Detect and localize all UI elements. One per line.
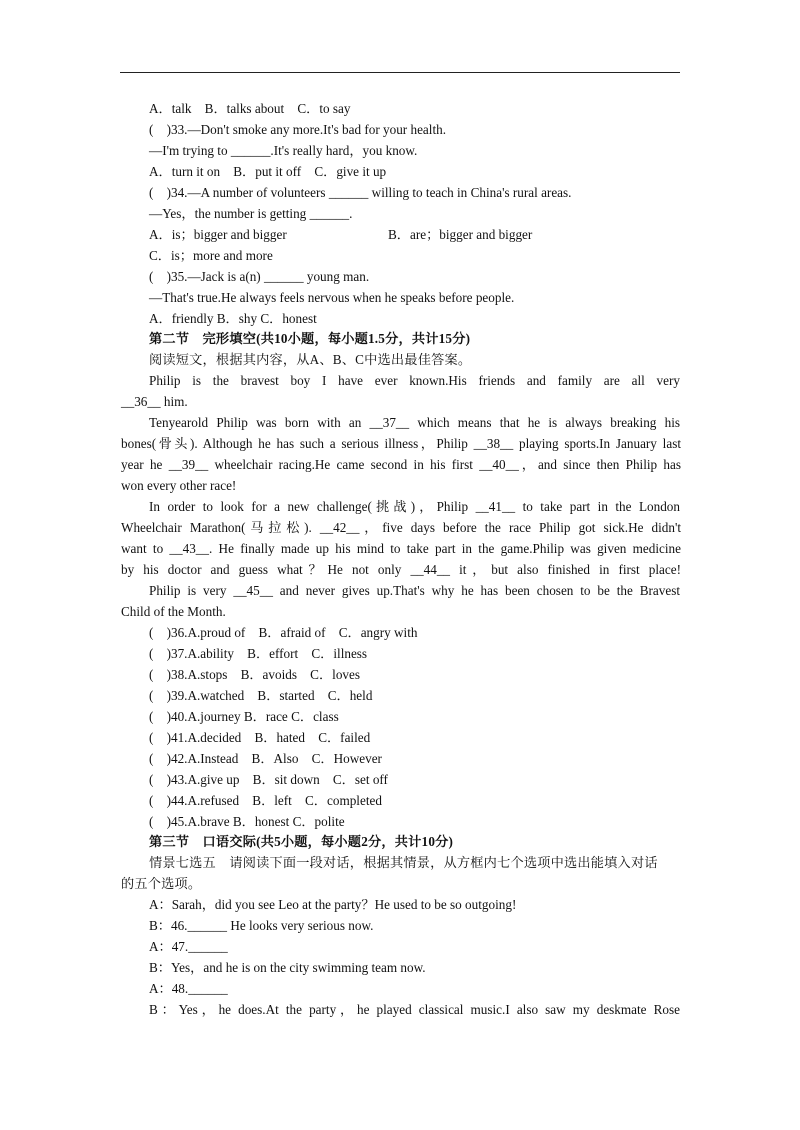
passage-line-3: Tenyearold Philip was born with an __37__ which means that he is always breaking his xyxy=(149,415,680,430)
question-35-reply: —That's true.He always feels nervous when he speaks before people. xyxy=(149,290,515,305)
passage-line-12: Child of the Month. xyxy=(121,604,226,619)
option-q34-a: A．is；bigger and bigger xyxy=(149,227,287,242)
passage-line-1: Philip is the bravest boy I have ever known.His friends and family are all very xyxy=(149,373,680,388)
cloze-question-41: ( )41.A.decided B．hated C．failed xyxy=(149,730,371,745)
cloze-question-44: ( )44.A.refused B．left C．completed xyxy=(149,793,382,808)
cloze-question-40: ( )40.A.journey B．race C．class xyxy=(149,709,339,724)
passage-line-2: __36__ him. xyxy=(121,394,188,409)
section-3-heading: 第三节 口语交际(共5小题，每小题2分，共计10分) xyxy=(149,834,454,849)
option-q34-b: B．are；bigger and bigger xyxy=(388,227,533,242)
cloze-question-38: ( )38.A.stops B．avoids C．loves xyxy=(149,667,360,682)
cloze-question-36: ( )36.A.proud of B．afraid of C．angry with xyxy=(149,625,418,640)
dialogue-line-6: B：Yes，he does.At the party，he played classical music.I also saw my deskmate Rose xyxy=(149,1002,680,1017)
question-34: ( )34.—A number of volunteers ______ willing to teach in China's rural areas. xyxy=(149,185,572,200)
passage-line-4: bones(骨头). Although he has such a serious illness，Philip __38__ playing sports.In January last xyxy=(121,436,681,451)
dialogue-line-1: A：Sarah，did you see Leo at the party？He used to be so outgoing! xyxy=(149,897,517,912)
passage-line-9: want to __43__. He finally made up his mind to take part in the game.Philip was given medicine xyxy=(121,541,681,556)
cloze-question-45: ( )45.A.brave B．honest C．polite xyxy=(149,814,345,829)
question-35: ( )35.—Jack is a(n) ______ young man. xyxy=(149,269,370,284)
cloze-question-39: ( )39.A.watched B．started C．held xyxy=(149,688,373,703)
dialogue-line-5: A：48.______ xyxy=(149,981,228,996)
passage-line-6: won every other race! xyxy=(121,478,237,493)
option-line-q32: A．talk B．talks about C．to say xyxy=(149,101,351,116)
section-3-instructions: 情景七选五 请阅读下面一段对话，根据其情景，从方框内七个选项中选出能填入对话 xyxy=(149,855,658,870)
passage-line-11: Philip is very __45__ and never gives up.That's why he has been chosen to be the Bravest xyxy=(149,583,680,598)
option-line-q35: A．friendly B．shy C．honest xyxy=(149,311,317,326)
dialogue-line-3: A：47.______ xyxy=(149,939,228,954)
passage-line-10: by his doctor and guess what？He not only __44__ it，but also finished in first place! xyxy=(121,562,681,577)
passage-line-7: In order to look for a new challenge(挑战)，Philip __41__ to take part in the London xyxy=(149,499,680,514)
option-line-q33: A．turn it on B．put it off C．give it up xyxy=(149,164,387,179)
header-rule xyxy=(120,72,680,73)
section-2-heading: 第二节 完形填空(共10小题，每小题1.5分，共计15分) xyxy=(149,331,471,346)
passage-line-5: year he __39__ wheelchair racing.He came second in his first __40__，and since then Philip has xyxy=(121,457,681,472)
passage-line-8: Wheelchair Marathon(马拉松). __42__，five days before the race Philip got sick.He didn't xyxy=(121,520,681,535)
cloze-question-43: ( )43.A.give up B．sit down C．set off xyxy=(149,772,388,787)
section-3-instructions-cont: 的五个选项。 xyxy=(121,876,202,891)
question-33-reply: —I'm trying to ______.It's really hard，you know. xyxy=(149,143,418,158)
dialogue-line-4: B：Yes，and he is on the city swimming team now. xyxy=(149,960,426,975)
option-q34-c: C．is；more and more xyxy=(149,248,273,263)
cloze-question-37: ( )37.A.ability B．effort C．illness xyxy=(149,646,368,661)
question-34-reply: —Yes，the number is getting ______. xyxy=(149,206,353,221)
dialogue-line-2: B：46.______ He looks very serious now. xyxy=(149,918,374,933)
section-2-instructions: 阅读短文，根据其内容，从A、B、C中选出最佳答案。 xyxy=(149,352,472,367)
cloze-question-42: ( )42.A.Instead B．Also C．However xyxy=(149,751,382,766)
question-33: ( )33.—Don't smoke any more.It's bad for your health. xyxy=(149,122,447,137)
